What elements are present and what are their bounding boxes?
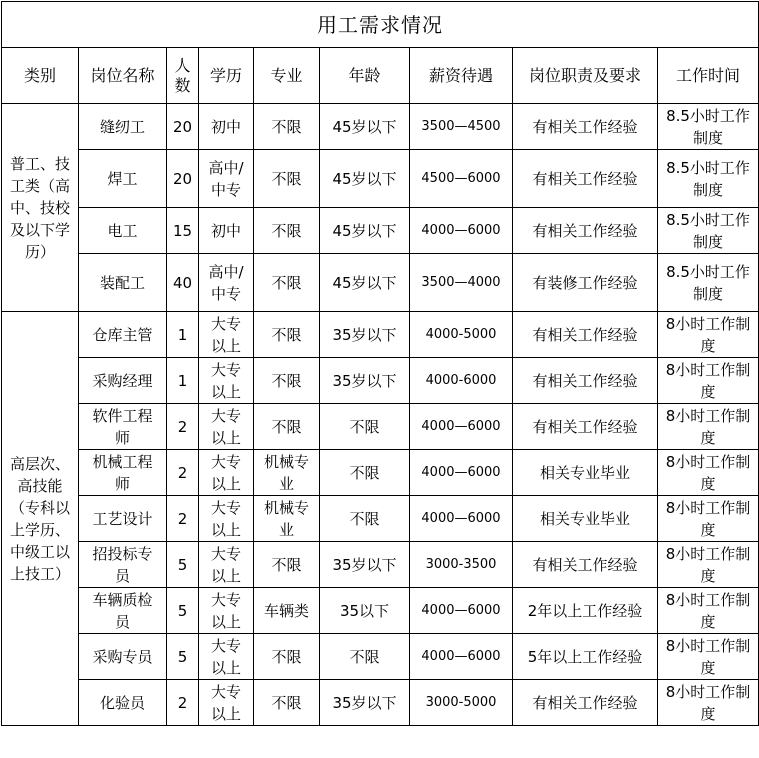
table-row [2, 450, 759, 496]
position-cell: 软件工程师 [79, 404, 167, 450]
header-age: 年龄 [320, 48, 410, 104]
position-cell: 装配工 [79, 254, 167, 312]
salary-cell: 4000-6000 [410, 358, 513, 404]
salary-cell: 3000-3500 [410, 542, 513, 588]
header-duties: 岗位职责及要求 [513, 48, 658, 104]
demand-table [1, 1, 759, 726]
major-cell: 机械专业 [254, 496, 320, 542]
count-cell: 2 [167, 450, 199, 496]
age-cell: 35岁以下 [320, 358, 410, 404]
duties-cell: 有相关工作经验 [513, 358, 658, 404]
count-cell: 2 [167, 680, 199, 726]
table-row [2, 312, 759, 358]
salary-cell: 4000-5000 [410, 312, 513, 358]
position-cell: 电工 [79, 208, 167, 254]
age-cell: 不限 [320, 450, 410, 496]
major-cell: 不限 [254, 150, 320, 208]
count-cell: 40 [167, 254, 199, 312]
position-cell: 采购经理 [79, 358, 167, 404]
position-cell: 招投标专员 [79, 542, 167, 588]
hours-cell: 8.5小时工作制度 [658, 150, 759, 208]
major-cell: 不限 [254, 104, 320, 150]
salary-cell: 4000—6000 [410, 496, 513, 542]
position-cell: 机械工程师 [79, 450, 167, 496]
hours-cell: 8小时工作制度 [658, 634, 759, 680]
age-cell: 45岁以下 [320, 150, 410, 208]
position-cell: 焊工 [79, 150, 167, 208]
hours-cell: 8小时工作制度 [658, 404, 759, 450]
salary-cell: 4000—6000 [410, 588, 513, 634]
header-category: 类别 [2, 48, 79, 104]
hours-cell: 8.5小时工作制度 [658, 208, 759, 254]
table-row [2, 404, 759, 450]
table-row [2, 358, 759, 404]
count-cell: 5 [167, 634, 199, 680]
age-cell: 35岁以下 [320, 542, 410, 588]
count-cell: 2 [167, 404, 199, 450]
hours-cell: 8小时工作制度 [658, 588, 759, 634]
major-cell: 车辆类 [254, 588, 320, 634]
count-cell: 20 [167, 150, 199, 208]
count-cell: 5 [167, 588, 199, 634]
duties-cell: 有相关工作经验 [513, 404, 658, 450]
major-cell: 不限 [254, 404, 320, 450]
hours-cell: 8小时工作制度 [658, 542, 759, 588]
salary-cell: 3500—4500 [410, 104, 513, 150]
salary-cell: 4000—6000 [410, 404, 513, 450]
header-education: 学历 [199, 48, 254, 104]
duties-cell: 有相关工作经验 [513, 312, 658, 358]
duties-cell: 5年以上工作经验 [513, 634, 658, 680]
header-major: 专业 [254, 48, 320, 104]
duties-cell: 2年以上工作经验 [513, 588, 658, 634]
education-cell: 大专以上 [199, 634, 254, 680]
hours-cell: 8小时工作制度 [658, 496, 759, 542]
count-cell: 2 [167, 496, 199, 542]
education-cell: 大专以上 [199, 496, 254, 542]
count-cell: 1 [167, 358, 199, 404]
salary-cell: 4000—6000 [410, 208, 513, 254]
duties-cell: 有相关工作经验 [513, 104, 658, 150]
category-cell: 高层次、高技能（专科以上学历、中级工以上技工） [2, 312, 79, 726]
age-cell: 45岁以下 [320, 208, 410, 254]
duties-cell: 有相关工作经验 [513, 150, 658, 208]
major-cell: 不限 [254, 208, 320, 254]
hours-cell: 8.5小时工作制度 [658, 104, 759, 150]
table-title: 用工需求情况 [2, 2, 759, 48]
education-cell: 大专以上 [199, 680, 254, 726]
education-cell: 大专以上 [199, 404, 254, 450]
age-cell: 不限 [320, 634, 410, 680]
count-cell: 20 [167, 104, 199, 150]
age-cell: 不限 [320, 404, 410, 450]
duties-cell: 有相关工作经验 [513, 542, 658, 588]
salary-cell: 4000—6000 [410, 634, 513, 680]
position-cell: 缝纫工 [79, 104, 167, 150]
hours-cell: 8.5小时工作制度 [658, 254, 759, 312]
education-cell: 高中/中专 [199, 254, 254, 312]
duties-cell: 相关专业毕业 [513, 496, 658, 542]
major-cell: 不限 [254, 358, 320, 404]
age-cell: 35以下 [320, 588, 410, 634]
position-cell: 工艺设计 [79, 496, 167, 542]
age-cell: 35岁以下 [320, 312, 410, 358]
age-cell: 35岁以下 [320, 680, 410, 726]
major-cell: 不限 [254, 634, 320, 680]
count-cell: 5 [167, 542, 199, 588]
education-cell: 初中 [199, 208, 254, 254]
table-row [2, 634, 759, 680]
salary-cell: 3500—4000 [410, 254, 513, 312]
education-cell: 大专以上 [199, 312, 254, 358]
header-position: 岗位名称 [79, 48, 167, 104]
duties-cell: 有相关工作经验 [513, 680, 658, 726]
table-row [2, 680, 759, 726]
header-row [2, 48, 759, 104]
education-cell: 大专以上 [199, 542, 254, 588]
major-cell: 不限 [254, 680, 320, 726]
table-row [2, 496, 759, 542]
hours-cell: 8小时工作制度 [658, 358, 759, 404]
table-row [2, 150, 759, 208]
major-cell: 不限 [254, 542, 320, 588]
salary-cell: 3000-5000 [410, 680, 513, 726]
count-cell: 1 [167, 312, 199, 358]
position-cell: 采购专员 [79, 634, 167, 680]
table-row [2, 588, 759, 634]
education-cell: 高中/中专 [199, 150, 254, 208]
position-cell: 仓库主管 [79, 312, 167, 358]
table-row [2, 208, 759, 254]
major-cell: 不限 [254, 312, 320, 358]
position-cell: 车辆质检员 [79, 588, 167, 634]
header-hours: 工作时间 [658, 48, 759, 104]
major-cell: 机械专业 [254, 450, 320, 496]
position-cell: 化验员 [79, 680, 167, 726]
hours-cell: 8小时工作制度 [658, 312, 759, 358]
duties-cell: 有装修工作经验 [513, 254, 658, 312]
category-cell: 普工、技工类（高中、技校及以下学历） [2, 104, 79, 312]
table-row [2, 254, 759, 312]
table-row [2, 542, 759, 588]
age-cell: 不限 [320, 496, 410, 542]
header-count: 人数 [167, 48, 199, 104]
education-cell: 大专以上 [199, 588, 254, 634]
table-row [2, 104, 759, 150]
hours-cell: 8小时工作制度 [658, 680, 759, 726]
duties-cell: 有相关工作经验 [513, 208, 658, 254]
count-cell: 15 [167, 208, 199, 254]
hours-cell: 8小时工作制度 [658, 450, 759, 496]
education-cell: 大专以上 [199, 450, 254, 496]
age-cell: 45岁以下 [320, 104, 410, 150]
major-cell: 不限 [254, 254, 320, 312]
education-cell: 大专以上 [199, 358, 254, 404]
education-cell: 初中 [199, 104, 254, 150]
salary-cell: 4500—6000 [410, 150, 513, 208]
age-cell: 45岁以下 [320, 254, 410, 312]
header-salary: 薪资待遇 [410, 48, 513, 104]
duties-cell: 相关专业毕业 [513, 450, 658, 496]
salary-cell: 4000—6000 [410, 450, 513, 496]
